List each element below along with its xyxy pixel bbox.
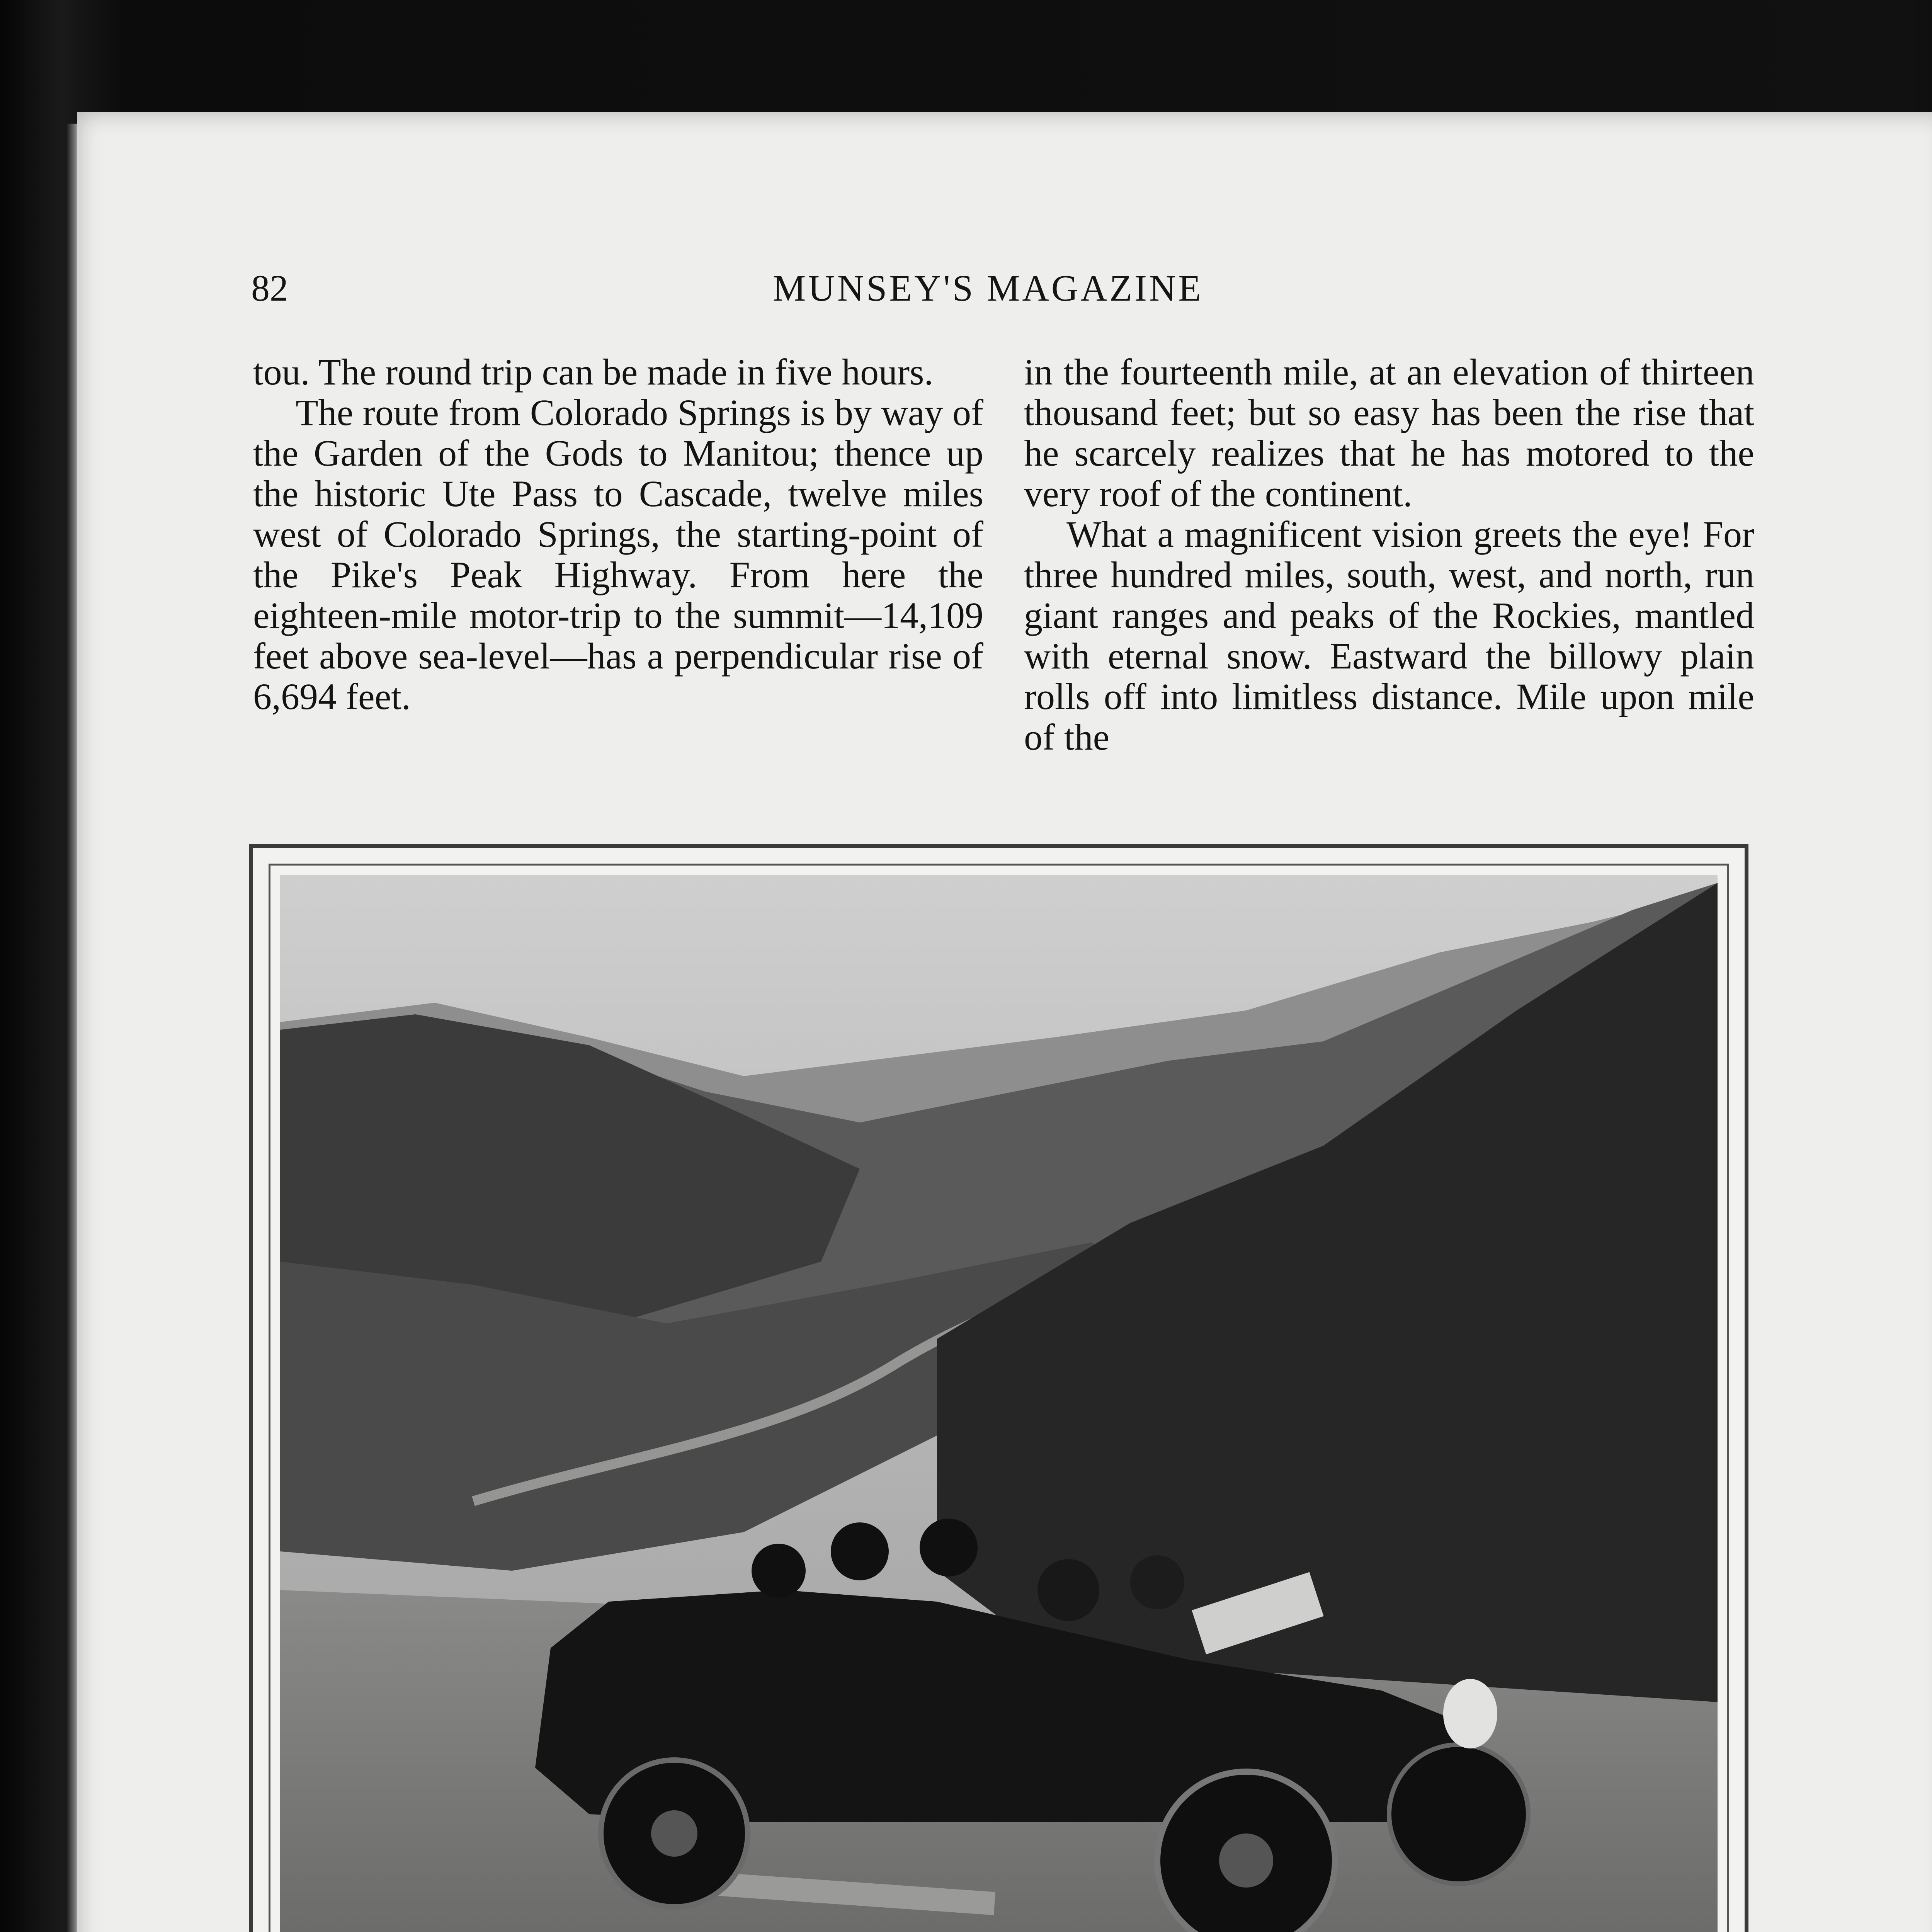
text-column-top-left xyxy=(253,352,983,717)
magazine-title: MUNSEY'S MAGAZINE xyxy=(773,267,1203,309)
mountain-road-car-photo xyxy=(280,875,1718,1932)
running-head xyxy=(251,267,1758,317)
paragraph: in the fourteenth mile, at an elevation of thirteen thousand feet; but so easy has been the rise that he scarcely realizes that he has motored to the very roof of the continent. xyxy=(1024,351,1754,514)
paragraph: What a magnificent vision greets the eye! For three hundred miles, south, west, and north, run giant ranges and peaks of the Rockies, mantled with eternal snow. Eastward the billowy plain rolls off into limitless distance. Mile upon mile of the xyxy=(1024,514,1754,758)
photo-frame xyxy=(249,844,1748,1932)
paragraph: tou. The round trip can be made in five hours. xyxy=(253,351,934,393)
text-column-top-right xyxy=(1024,352,1754,757)
photograph xyxy=(280,875,1718,1932)
page-number: 82 xyxy=(251,267,288,309)
paragraph: The route from Colorado Springs is by way of the Garden of the Gods to Manitou; thence up the historic Ute Pass to Cascade, twelve miles west of Colorado Springs, the starting-point of the Pike's Peak Highway. From here the eighteen-mile motor-trip to the summit—14,109 feet above sea-level—has a perpendicular rise of 6,694 feet. xyxy=(253,392,983,717)
